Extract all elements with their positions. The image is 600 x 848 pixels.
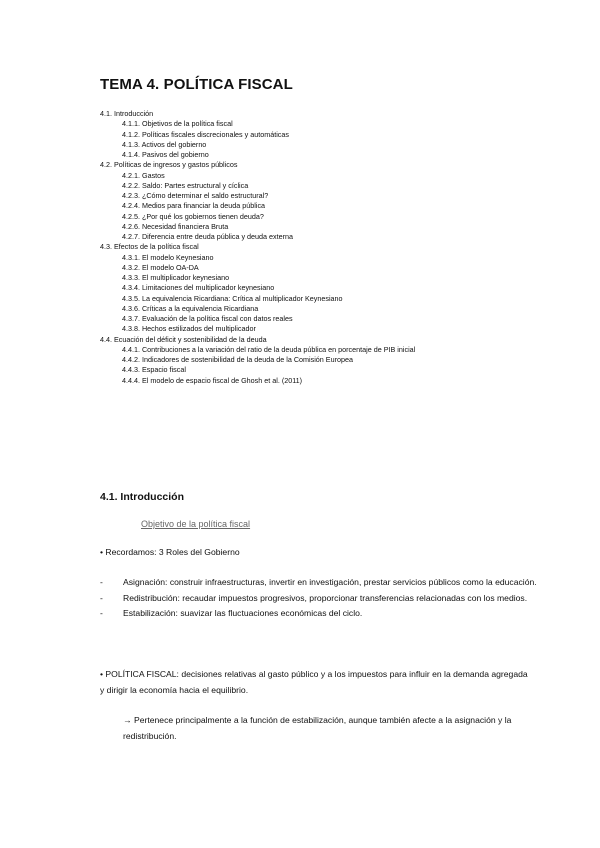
page-title: TEMA 4. POLÍTICA FISCAL bbox=[100, 76, 293, 93]
toc-subsection-item: 4.4.3. Espacio fiscal bbox=[122, 365, 186, 375]
toc-subsection-item: 4.1.1. Objetivos de la política fiscal bbox=[122, 119, 233, 129]
toc-subsection-item: 4.2.3. ¿Cómo determinar el saldo estructural? bbox=[122, 191, 269, 200]
toc-subsection-item: 4.3.6. Críticas a la equivalencia Ricardiana bbox=[122, 303, 259, 313]
toc-subsection-item: 4.4.1. Contribuciones a la variación del ratio de la deuda pública en porcentaje de PIB inicial bbox=[122, 344, 416, 354]
roles-list bbox=[100, 575, 540, 622]
fiscal-policy-definition: • POLÍTICA FISCAL: decisiones relativas al gasto público y a los impuestos para influir en la demanda agregada y dirigir la economía hacia el equilibrio. bbox=[100, 669, 528, 695]
toc-subsection-item: 4.4.2. Indicadores de sostenibilidad de la deuda de la Comisión Europea bbox=[122, 355, 353, 364]
role-description: Estabilización: suavizar las fluctuaciones económicas del ciclo. bbox=[123, 608, 363, 618]
toc-subsection-item: 4.3.3. El multiplicador keynesiano bbox=[122, 273, 230, 282]
toc-subsection-item: 4.2.2. Saldo: Partes estructural y cíclica bbox=[122, 180, 249, 190]
toc-section-item: 4.1. Introducción bbox=[100, 109, 154, 118]
role-list-item bbox=[100, 575, 540, 591]
toc-subsection-item: 4.2.5. ¿Por qué los gobiernos tienen deuda? bbox=[122, 211, 264, 221]
toc-subsection-item: 4.1.2. Políticas fiscales discrecionales y automáticas bbox=[122, 129, 289, 139]
role-description: Asignación: construir infraestructuras, invertir en investigación, prestar servicios públicos como la educación. bbox=[123, 577, 537, 587]
toc-subsection-item: 4.2.1. Gastos bbox=[122, 170, 165, 180]
section-heading: 4.1. Introducción bbox=[100, 491, 185, 503]
toc-subsection-item: 4.2.7. Diferencia entre deuda pública y deuda externa bbox=[122, 232, 294, 241]
arrow-note: → Pertenece principalmente a la función de estabilización, aunque también afecte a la asignación y la redistribución. bbox=[123, 715, 512, 741]
toc-subsection-item: 4.1.4. Pasivos del gobierno bbox=[122, 150, 209, 159]
toc-section-item: 4.2. Políticas de ingresos y gastos públicos bbox=[100, 160, 238, 170]
section-subheading: Objetivo de la política fiscal bbox=[141, 519, 251, 529]
toc-subsection-item: 4.3.8. Hechos estilizados del multiplicador bbox=[122, 324, 256, 334]
toc-section-item: 4.4. Ecuación del déficit y sostenibilidad de la deuda bbox=[100, 334, 267, 344]
dash-bullet: - bbox=[100, 577, 103, 587]
dash-bullet: - bbox=[100, 608, 103, 618]
toc-subsection-item: 4.3.5. La equivalencia Ricardiana: Crítica al multiplicador Keynesiano bbox=[122, 293, 343, 303]
dash-bullet: - bbox=[100, 592, 103, 603]
toc-subsection-item: 4.3.1. El modelo Keynesiano bbox=[122, 252, 214, 262]
table-of-contents bbox=[100, 109, 560, 386]
toc-subsection-item: 4.3.2. El modelo OA-DA bbox=[122, 262, 199, 272]
toc-subsection-item: 4.2.4. Medios para financiar la deuda pública bbox=[122, 201, 266, 211]
role-list-item bbox=[100, 606, 540, 622]
toc-subsection-item: 4.1.3. Activos del gobierno bbox=[122, 139, 207, 149]
role-description: Redistribución: recaudar impuestos progresivos, proporcionar transferencias relacionadas con los medios. bbox=[123, 592, 528, 603]
toc-subsection-item: 4.4.4. El modelo de espacio fiscal de Ghosh et al. (2011) bbox=[122, 375, 303, 385]
toc-subsection-item: 4.3.4. Limitaciones del multiplicador keynesiano bbox=[122, 283, 275, 293]
role-list-item bbox=[100, 591, 540, 607]
roles-intro: • Recordamos: 3 Roles del Gobierno bbox=[100, 547, 240, 557]
toc-subsection-item: 4.3.7. Evaluación de la política fiscal con datos reales bbox=[122, 314, 293, 323]
toc-subsection-item: 4.2.6. Necesidad financiera Bruta bbox=[122, 221, 229, 231]
toc-section-item: 4.3. Efectos de la política fiscal bbox=[100, 242, 199, 252]
